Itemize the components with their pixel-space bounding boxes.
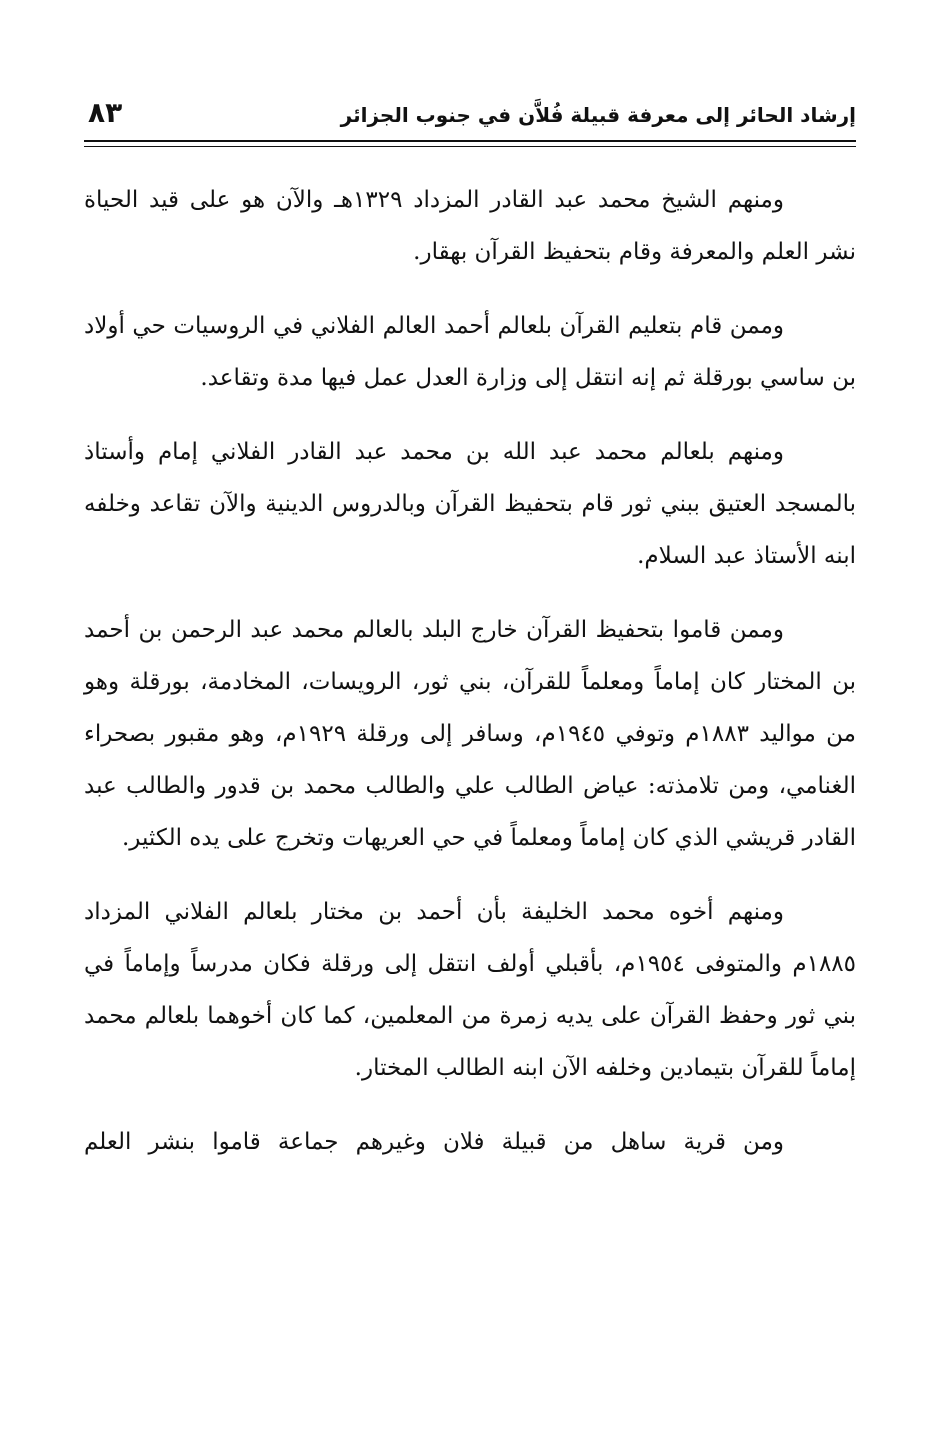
paragraph-3: ومنهم بلعالم محمد عبد الله بن محمد عبد القادر الفلاني إمام وأستاذ بالمسجد العتيق ببني ثور قام بتحفيظ القرآن وبالدروس الدينية والآن تقاعد وخلفه ابنه الأستاذ عبد السلام. — [84, 439, 856, 569]
page-header — [84, 92, 856, 140]
paragraph-1: ومنهم الشيخ محمد عبد القادر المزداد ١٣٢٩هـ والآن هو على قيد الحياة نشر العلم والمعرفة وقام بتحفيظ القرآن بهقار. — [84, 187, 856, 265]
running-title: إرشاد الحائر إلى معرفة قبيلة فُلاَّن في جنوب الجزائر — [340, 103, 856, 127]
header-rule-thin — [84, 146, 856, 147]
paragraph-4: وممن قاموا بتحفيظ القرآن خارج البلد بالعالم محمد عبد الرحمن بن أحمد بن المختار كان إماماً ومعلماً للقرآن، بني ثور، الرويسات، المخادمة، بورقلة وهو من مواليد ١٨٨٣م وتوفي ١٩٤٥م، وسافر إلى ورقلة ١٩٢٩م، وهو مقبور بصحراء الغنامي، ومن تلامذته: عياض الطالب علي والطالب محمد بن قدور والطالب عبد القادر قريشي الذي كان إماماً ومعلماً في حي العريهات وتخرج على يده الكثير. — [84, 617, 857, 851]
header-rule-thick — [84, 140, 856, 142]
body-text — [84, 174, 856, 1168]
paragraph-5: ومنهم أخوه محمد الخليفة بأن أحمد بن مختار بلعالم الفلاني المزداد ١٨٨٥م والمتوفى ١٩٥٤م، بأقبلي أولف انتقل إلى ورقلة فكان مدرساً وإماماً في بني ثور وحفظ القرآن على يديه زمرة من المعلمين، كما كان أخوهما بلعالم محمد إماماً للقرآن بتيمادين وخلفه الآن ابنه الطالب المختار. — [84, 899, 857, 1081]
paragraph-2: وممن قام بتعليم القرآن بلعالم أحمد العالم الفلاني في الروسيات حي أولاد بن ساسي بورقلة ثم إنه انتقل إلى وزارة العدل عمل فيها مدة وتقاعد. — [84, 313, 856, 391]
page-number: ٨٣ — [88, 96, 123, 129]
paragraph-6: ومن قرية ساهل من قبيلة فلان وغيرهم جماعة قاموا بنشر العلم — [84, 1129, 784, 1155]
